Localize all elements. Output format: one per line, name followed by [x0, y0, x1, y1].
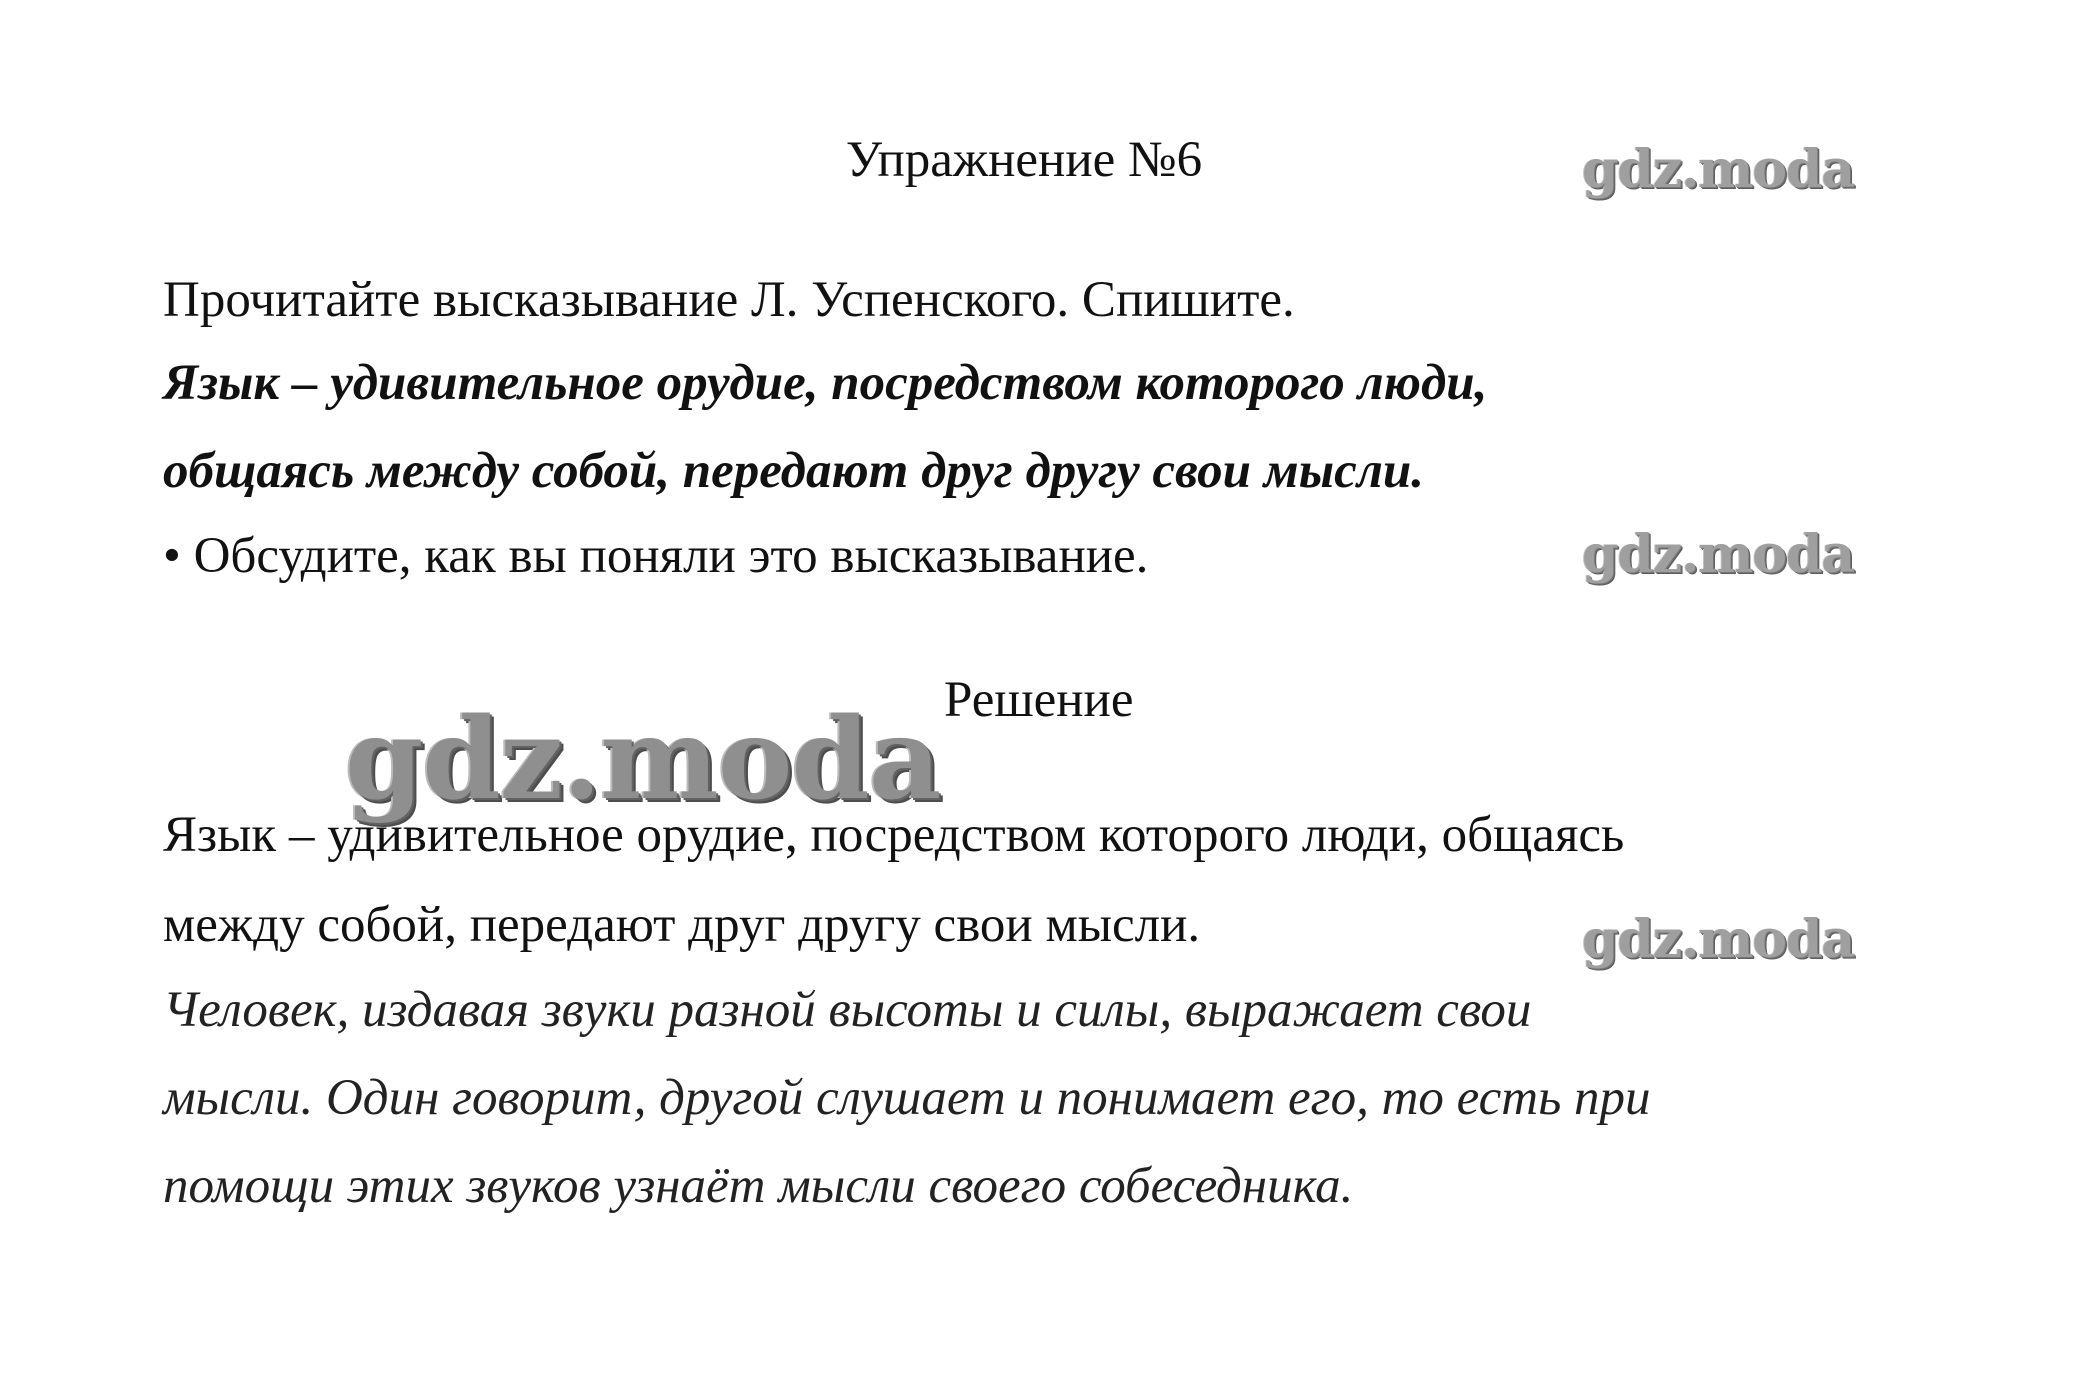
watermark-logo: gdz.moda — [1582, 524, 1855, 585]
watermark-logo: gdz.moda — [1582, 909, 1855, 970]
quote-line-2: общаясь между собой, передают друг другу свои мысли. — [163, 443, 1425, 499]
solution-copy-line-1: Язык – удивительное орудие, посредством которого люди, общаясь — [163, 807, 1625, 863]
exercise-title: Упражнение №6 — [845, 132, 1203, 188]
solution-explanation-line-2: мысли. Один говорит, другой слушает и понимает его, то есть при — [163, 1070, 1651, 1126]
solution-explanation-line-1: Человек, издавая звуки разной высоты и силы, выражает свои — [163, 982, 1532, 1038]
watermark-logo: gdz.moda — [1582, 139, 1855, 200]
solution-explanation-line-3: помощи этих звуков узнаёт мысли своего собеседника. — [163, 1158, 1354, 1214]
solution-copy-line-2: между собой, передают друг другу свои мысли. — [163, 897, 1201, 953]
discussion-prompt: • Обсудите, как вы поняли это высказывание. — [163, 528, 1149, 584]
watermark-logo-large: gdz.moda — [345, 694, 941, 825]
solution-heading: Решение — [944, 672, 1134, 728]
quote-line-1: Язык – удивительное орудие, посредством которого люди, — [163, 355, 1488, 411]
task-instruction: Прочитайте высказывание Л. Успенского. Спишите. — [163, 272, 1295, 328]
